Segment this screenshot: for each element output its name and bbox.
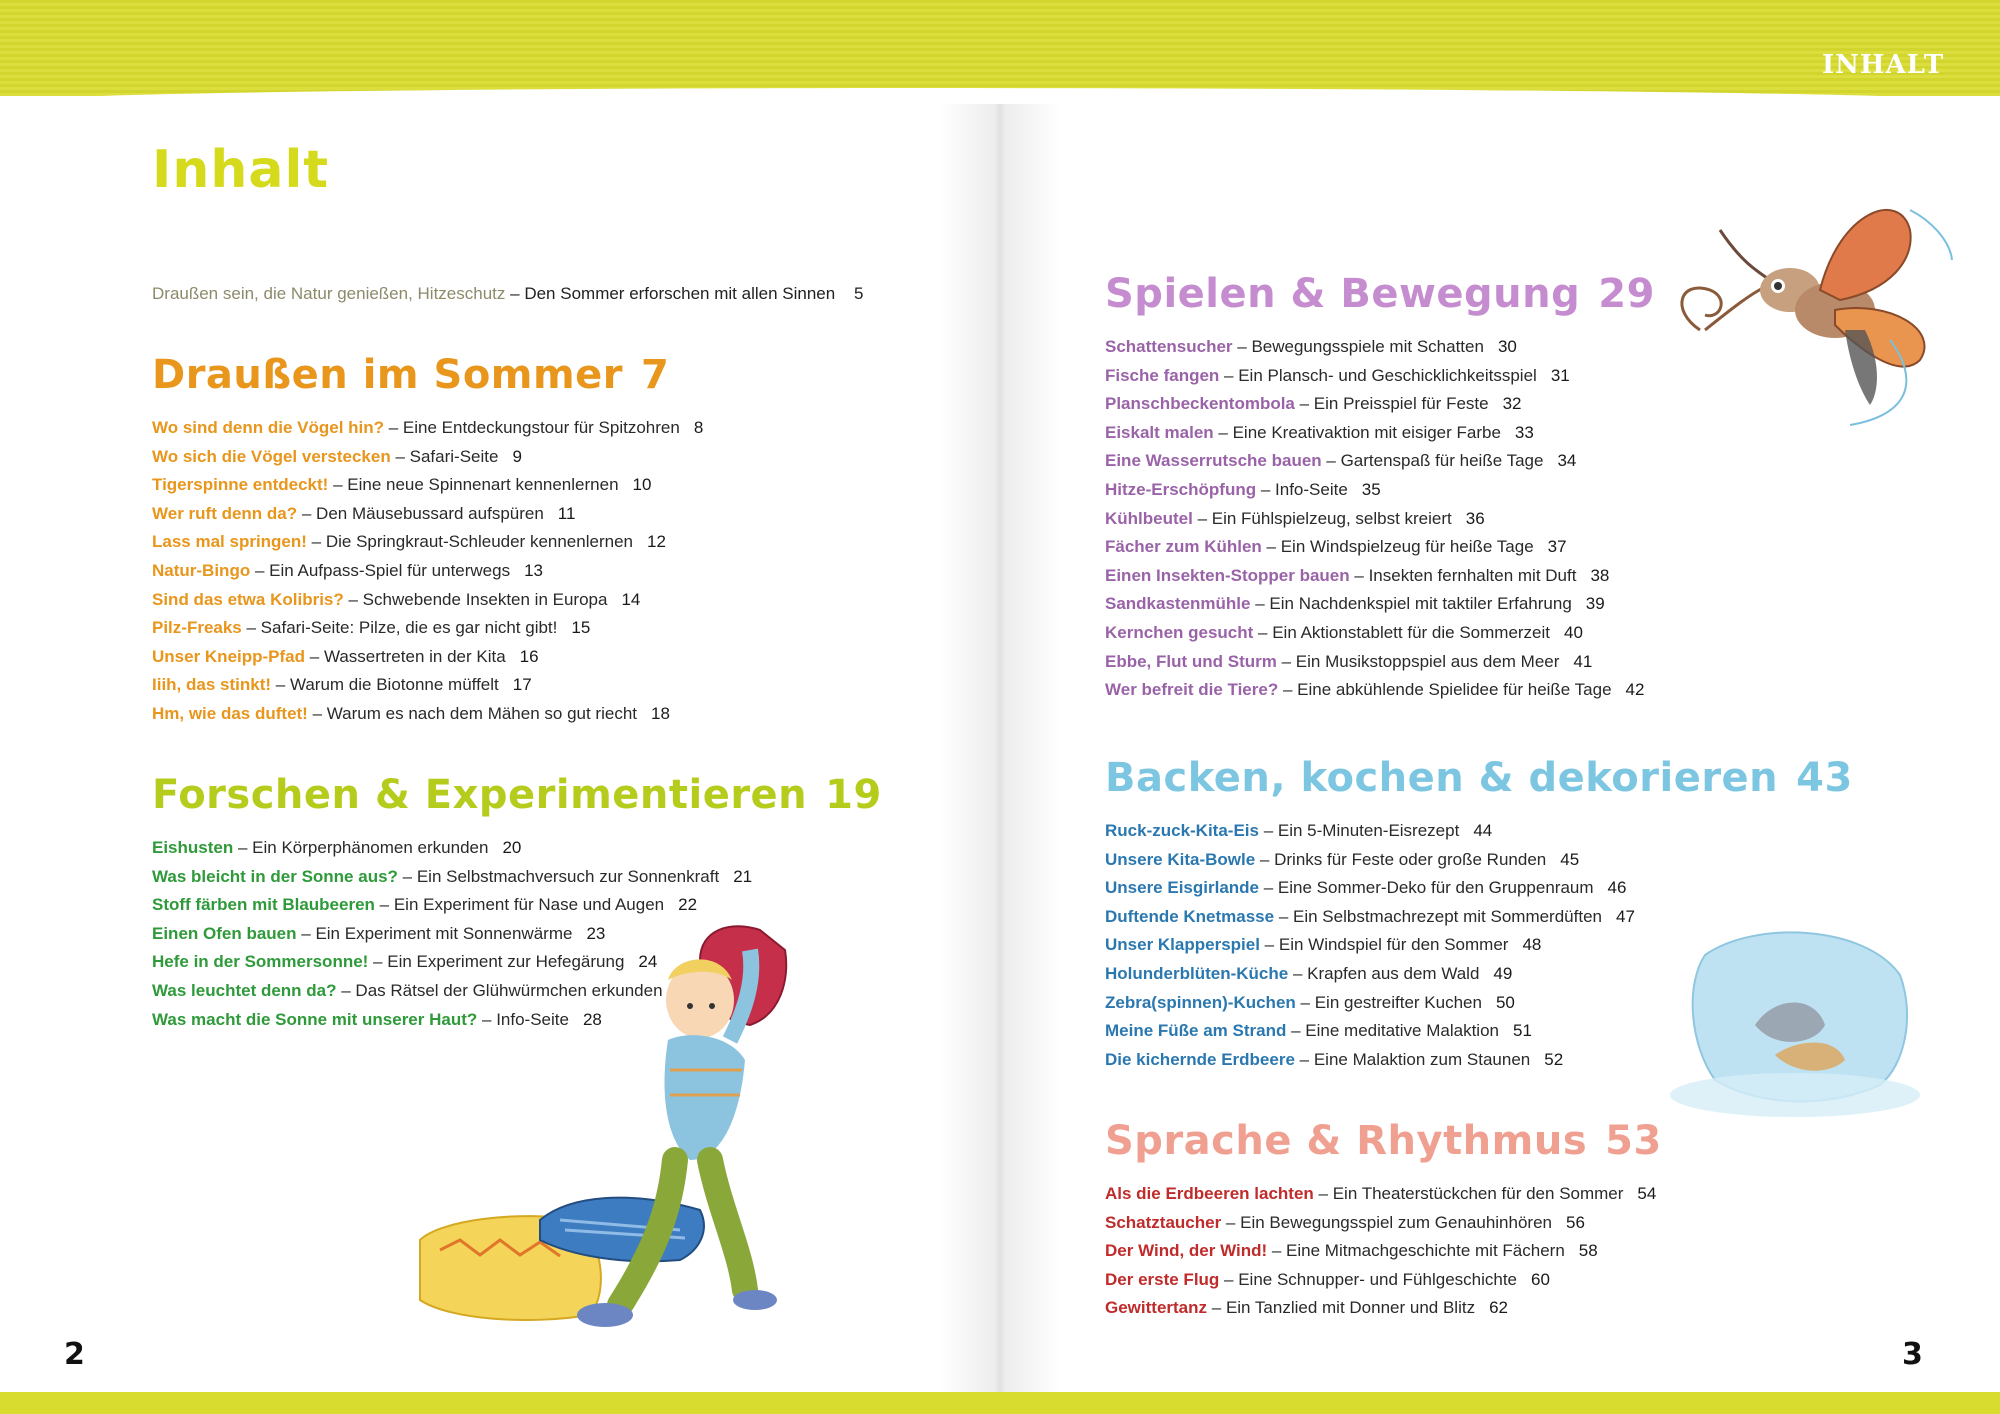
entry-separator: – xyxy=(368,952,388,972)
page-number-left: 2 xyxy=(64,1337,85,1372)
entry-title: Unser Kneipp-Pfad xyxy=(152,646,306,666)
entry-title: Was leuchtet denn da? xyxy=(152,980,337,1000)
entry-title: Der Wind, der Wind! xyxy=(1105,1241,1268,1261)
entry-title: Einen Ofen bauen xyxy=(152,923,297,943)
section-page: 19 xyxy=(825,772,882,818)
toc-entry xyxy=(1105,619,1655,648)
toc-entry xyxy=(1105,846,1853,875)
entry-separator: – xyxy=(384,418,403,437)
toc-entry xyxy=(152,671,703,700)
entry-desc: Safari-Seite: Pilze, die es gar nicht gibt! xyxy=(260,618,558,638)
entry-separator: – xyxy=(233,838,253,857)
entry-title: Ruck-zuck-Kita-Eis xyxy=(1105,821,1259,840)
intro-page: 5 xyxy=(853,284,864,303)
entry-desc: Eine neue Spinnenart kennenlernen xyxy=(347,475,619,495)
toc-entry xyxy=(152,443,703,472)
entry-desc: Drinks für Feste oder große Runden xyxy=(1274,849,1547,869)
entry-desc: Warum es nach dem Mähen so gut riecht xyxy=(326,703,637,723)
toc-entry xyxy=(1105,333,1655,362)
entry-separator: – xyxy=(1192,508,1212,528)
header-label: INHALT xyxy=(1822,50,1945,80)
page-number-right: 3 xyxy=(1902,1337,1923,1372)
entry-separator: – xyxy=(374,895,394,915)
entry-page: 51 xyxy=(1513,1021,1532,1041)
entry-title: Iiih, das stinkt! xyxy=(152,675,272,695)
toc-entry xyxy=(152,700,703,729)
entry-title: Sind das etwa Kolibris? xyxy=(152,589,344,609)
entry-separator: – xyxy=(1250,594,1270,614)
entry-page: 62 xyxy=(1489,1298,1509,1318)
entry-separator: – xyxy=(1288,963,1308,983)
entry-page: 44 xyxy=(1473,821,1493,840)
entry-page: 8 xyxy=(693,418,704,437)
entry-title: Meine Füße am Strand xyxy=(1105,1021,1287,1041)
entry-page: 47 xyxy=(1615,906,1635,926)
entry-title: Was bleicht in der Sonne aus? xyxy=(152,866,398,886)
entry-desc: Das Rätsel der Glühwürmchen erkunden xyxy=(355,980,663,1000)
entry-desc: Eine Malaktion zum Staunen xyxy=(1313,1049,1531,1069)
entry-page: 46 xyxy=(1607,878,1627,898)
entry-title: Duftende Knetmasse xyxy=(1105,906,1275,926)
entry-title: Eishusten xyxy=(152,838,234,857)
entry-page: 33 xyxy=(1514,422,1534,442)
entry-desc: Ein Selbstmachrezept mit Sommerdüften xyxy=(1293,906,1602,926)
section-page: 29 xyxy=(1598,271,1655,317)
entry-title: Unser Klapperspiel xyxy=(1105,935,1260,955)
entry-title: Hitze-Erschöpfung xyxy=(1105,479,1257,499)
section-title: Forschen & Experimentieren xyxy=(152,772,808,818)
entry-title: Als die Erdbeeren lachten xyxy=(1105,1184,1314,1203)
entry-separator: – xyxy=(477,1009,497,1029)
entry-desc: Gartenspaß für heiße Tage xyxy=(1340,451,1544,471)
entry-title: Stoff färben mit Blaubeeren xyxy=(152,895,375,915)
entry-separator: – xyxy=(343,589,363,609)
section-title: Draußen im Sommer xyxy=(152,352,624,398)
section-heading xyxy=(1105,271,1655,317)
entry-title: Holunderblüten-Küche xyxy=(1105,963,1289,983)
entry-desc: Warum die Biotonne müffelt xyxy=(289,675,499,695)
entry-desc: Ein Tanzlied mit Donner und Blitz xyxy=(1225,1298,1476,1318)
entry-separator: – xyxy=(1261,537,1281,557)
entry-separator: – xyxy=(1349,565,1369,585)
entry-title: Unsere Eisgirlande xyxy=(1105,878,1260,898)
entry-desc: Insekten fernhalten mit Duft xyxy=(1368,565,1577,585)
toc-entry xyxy=(152,471,703,500)
entry-separator: – xyxy=(1213,422,1233,442)
entry-desc: Die Springkraut-Schleuder kennenlernen xyxy=(325,532,633,552)
entry-desc: Ein Experiment für Nase und Augen xyxy=(393,895,665,915)
entry-title: Wo sich die Vögel verstecken xyxy=(152,446,391,466)
entry-page: 49 xyxy=(1493,963,1513,983)
entry-title: Der erste Flug xyxy=(1105,1269,1220,1289)
entry-desc: Wassertreten in der Kita xyxy=(323,646,506,666)
section-sprache xyxy=(1105,1118,1662,1323)
intro-desc: Den Sommer erforschen mit allen Sinnen xyxy=(524,284,836,303)
toc-entry xyxy=(152,834,882,863)
entry-desc: Eine Schnupper- und Fühlgeschichte xyxy=(1238,1269,1518,1289)
entry-page: 16 xyxy=(519,646,539,666)
entry-page: 39 xyxy=(1585,594,1605,614)
toc-entry xyxy=(152,643,703,672)
toc-entry xyxy=(152,414,703,443)
entry-desc: Ein gestreifter Kuchen xyxy=(1314,992,1482,1012)
entry-separator: – xyxy=(390,446,410,466)
toc-entry xyxy=(1105,1266,1662,1295)
entry-desc: Ein Windspielzeug für heiße Tage xyxy=(1280,537,1534,557)
toc-entry xyxy=(1105,533,1655,562)
entry-desc: Eine Entdeckungstour für Spitzohren xyxy=(402,418,680,437)
entry-page: 52 xyxy=(1544,1049,1564,1069)
toc-entry xyxy=(1105,676,1655,705)
entry-title: Unsere Kita-Bowle xyxy=(1105,849,1256,869)
section-heading xyxy=(1105,755,1853,801)
toc-entry xyxy=(1105,817,1853,846)
entry-page: 34 xyxy=(1557,451,1577,471)
entry-title: Wo sind denn die Vögel hin? xyxy=(152,418,385,437)
toc-entry xyxy=(1105,362,1655,391)
entry-desc: Safari-Seite xyxy=(409,446,499,466)
entry-desc: Ein Preisspiel für Feste xyxy=(1313,394,1489,414)
toc-entry xyxy=(1105,562,1655,591)
entry-title: Planschbeckentombola xyxy=(1105,394,1295,414)
toc-entry xyxy=(1105,1237,1662,1266)
section-heading xyxy=(1105,1118,1662,1164)
entry-page: 48 xyxy=(1522,935,1542,955)
toc-entry xyxy=(152,863,882,892)
moth-illustration xyxy=(1660,190,1970,430)
section-draussen xyxy=(152,352,703,729)
boy-pillow-illustration xyxy=(400,920,820,1340)
entry-title: Kernchen gesucht xyxy=(1105,622,1254,642)
entry-title: Ebbe, Flut und Sturm xyxy=(1105,651,1277,671)
entry-desc: Eine Kreativaktion mit eisiger Farbe xyxy=(1232,422,1501,442)
entry-separator: – xyxy=(1219,1269,1239,1289)
entry-separator: – xyxy=(397,866,417,886)
entry-separator: – xyxy=(1313,1184,1333,1203)
entry-desc: Ein Körperphänomen erkunden xyxy=(252,838,489,857)
entry-title: Kühlbeutel xyxy=(1105,508,1193,528)
entry-separator: – xyxy=(1295,992,1315,1012)
entry-separator: – xyxy=(1207,1298,1226,1318)
section-heading xyxy=(152,772,882,818)
section-spielen xyxy=(1105,271,1655,705)
entry-page: 18 xyxy=(651,703,670,723)
entry-desc: Ein Experiment mit Sonnenwärme xyxy=(315,923,573,943)
entry-separator: – xyxy=(336,980,356,1000)
entry-page: 28 xyxy=(582,1009,602,1029)
toc-entry xyxy=(1105,1209,1662,1238)
section-heading xyxy=(152,352,703,398)
entry-title: Einen Insekten-Stopper bauen xyxy=(1105,565,1350,585)
entry-page: 17 xyxy=(512,675,532,695)
toc-entry xyxy=(152,891,882,920)
toc-entry xyxy=(1105,874,1853,903)
entry-page: 42 xyxy=(1625,680,1645,700)
entry-desc: Ein Bewegungsspiel zum Genauhinhören xyxy=(1240,1212,1552,1232)
entry-separator: – xyxy=(1259,878,1278,898)
entry-title: Fächer zum Kühlen xyxy=(1105,537,1262,557)
toc-entry xyxy=(152,586,703,615)
entry-desc: Ein Selbstmachversuch zur Sonnenkraft xyxy=(416,866,720,886)
entry-page: 60 xyxy=(1531,1269,1550,1289)
entry-page: 56 xyxy=(1565,1212,1585,1232)
entry-title: Was macht die Sonne mit unserer Haut? xyxy=(152,1009,478,1029)
intro-title: Draußen sein, die Natur genießen, Hitzeschutz xyxy=(152,284,506,303)
entry-separator: – xyxy=(1232,337,1252,356)
entry-page: 22 xyxy=(678,895,698,915)
page-title: Inhalt xyxy=(152,140,330,200)
section-title: Spielen & Bewegung xyxy=(1105,271,1581,317)
entry-desc: Ein Aufpass-Spiel für unterwegs xyxy=(269,560,511,580)
entry-page: 32 xyxy=(1502,394,1522,414)
entry-title: Schattensucher xyxy=(1105,337,1233,356)
toc-entry xyxy=(152,528,703,557)
entry-page: 35 xyxy=(1361,479,1381,499)
entry-separator: – xyxy=(306,532,326,552)
entry-page: 58 xyxy=(1578,1241,1598,1261)
entry-title: Zebra(spinnen)-Kuchen xyxy=(1105,992,1296,1012)
entry-page: 9 xyxy=(512,446,522,466)
entry-separator: – xyxy=(296,923,316,943)
toc-entry xyxy=(1105,419,1655,448)
entry-desc: Ein Fühlspielzeug, selbst kreiert xyxy=(1211,508,1452,528)
toc-entry xyxy=(1105,476,1655,505)
entry-separator: – xyxy=(241,618,261,638)
entry-page: 14 xyxy=(621,589,641,609)
entry-page: 13 xyxy=(524,560,544,580)
entry-separator: – xyxy=(1267,1241,1287,1261)
entry-title: Fische fangen xyxy=(1105,365,1220,385)
entry-page: 20 xyxy=(502,838,522,857)
entry-desc: Ein Nachdenkspiel mit taktiler Erfahrung xyxy=(1269,594,1572,614)
entry-separator: – xyxy=(1258,821,1278,840)
bottom-band xyxy=(0,1392,2000,1414)
entry-separator: – xyxy=(1276,651,1296,671)
top-band xyxy=(0,0,2000,96)
entry-desc: Ein 5-Minuten-Eisrezept xyxy=(1277,821,1460,840)
ice-block-illustration xyxy=(1665,915,1930,1125)
entry-page: 15 xyxy=(571,618,591,638)
entry-title: Eine Wasserrutsche bauen xyxy=(1105,451,1322,471)
entry-title: Tigerspinne entdeckt! xyxy=(152,475,329,495)
entry-desc: Ein Musikstoppspiel aus dem Meer xyxy=(1295,651,1560,671)
entry-page: 21 xyxy=(733,866,753,886)
toc-entry xyxy=(1105,447,1655,476)
toc-entry xyxy=(1105,648,1655,677)
entry-separator: – xyxy=(1321,451,1341,471)
entry-title: Die kichernde Erdbeere xyxy=(1105,1049,1295,1069)
entry-desc: Info-Seite xyxy=(496,1009,569,1029)
entry-title: Natur-Bingo xyxy=(152,560,251,580)
entry-desc: Krapfen aus dem Wald xyxy=(1307,963,1480,983)
entry-page: 30 xyxy=(1497,337,1517,356)
entry-title: Gewittertanz xyxy=(1105,1298,1208,1318)
entry-separator: – xyxy=(1278,680,1298,700)
entry-list xyxy=(1105,333,1655,705)
entry-page: 24 xyxy=(638,952,658,972)
entry-separator: – xyxy=(1255,849,1275,869)
entry-desc: Bewegungsspiele mit Schatten xyxy=(1251,337,1484,356)
entry-separator: – xyxy=(1286,1021,1306,1041)
entry-title: Hm, wie das duftet! xyxy=(152,703,308,723)
entry-page: 23 xyxy=(586,923,606,943)
toc-entry xyxy=(1105,505,1655,534)
toc-entry xyxy=(1105,590,1655,619)
entry-page: 12 xyxy=(646,532,666,552)
toc-entry xyxy=(152,500,703,529)
entry-separator: – xyxy=(297,503,317,523)
entry-desc: Ein Plansch- und Geschicklichkeitsspiel xyxy=(1238,365,1537,385)
entry-separator: – xyxy=(271,675,290,695)
toc-entry xyxy=(1105,1294,1662,1323)
entry-title: Hefe in der Sommersonne! xyxy=(152,952,369,972)
entry-separator: – xyxy=(307,703,327,723)
entry-title: Wer ruft denn da? xyxy=(152,503,298,523)
entry-separator: – xyxy=(250,560,270,580)
entry-desc: Eine Sommer-Deko für den Gruppenraum xyxy=(1277,878,1594,898)
entry-separator: – xyxy=(1294,394,1314,414)
section-title: Sprache & Rhythmus xyxy=(1105,1118,1588,1164)
entry-desc: Info-Seite xyxy=(1275,479,1348,499)
entry-desc: Den Mäusebussard aufspüren xyxy=(316,503,544,523)
entry-desc: Ein Aktionstablett für die Sommerzeit xyxy=(1272,622,1551,642)
entry-page: 37 xyxy=(1547,537,1567,557)
entry-separator: – xyxy=(1219,365,1239,385)
entry-page: 36 xyxy=(1465,508,1485,528)
entry-desc: Eine meditative Malaktion xyxy=(1305,1021,1499,1041)
entry-list xyxy=(1105,1180,1662,1323)
entry-page: 11 xyxy=(557,503,576,523)
entry-separator: – xyxy=(328,475,348,495)
toc-entry xyxy=(152,557,703,586)
entry-separator: – xyxy=(305,646,324,666)
section-page: 43 xyxy=(1796,755,1853,801)
toc-entry xyxy=(1105,390,1655,419)
entry-separator: – xyxy=(1221,1212,1241,1232)
section-title: Backen, kochen & dekorieren xyxy=(1105,755,1779,801)
toc-entry xyxy=(1105,1180,1662,1209)
entry-title: Lass mal springen! xyxy=(152,532,307,552)
intro-entry: Draußen sein, die Natur genießen, Hitzeschutz – Den Sommer erforschen mit allen Sinnen 5 xyxy=(152,284,864,303)
entry-page: 45 xyxy=(1560,849,1580,869)
entry-desc: Eine abkühlende Spielidee für heiße Tage xyxy=(1297,680,1612,700)
section-page: 53 xyxy=(1605,1118,1662,1164)
entry-page: 40 xyxy=(1564,622,1583,642)
entry-title: Wer befreit die Tiere? xyxy=(1105,680,1279,700)
entry-page: 38 xyxy=(1590,565,1610,585)
entry-title: Schatztaucher xyxy=(1105,1212,1222,1232)
entry-separator: – xyxy=(1256,479,1276,499)
entry-page: 10 xyxy=(632,475,652,495)
entry-separator: – xyxy=(1294,1049,1314,1069)
entry-page: 41 xyxy=(1573,651,1593,671)
entry-separator: – xyxy=(1253,622,1273,642)
entry-title: Eiskalt malen xyxy=(1105,422,1214,442)
entry-separator: – xyxy=(1259,935,1279,955)
entry-separator: – xyxy=(1274,906,1294,926)
gutter-shadow xyxy=(940,0,1060,1414)
toc-entry xyxy=(152,614,703,643)
entry-title: Pilz-Freaks xyxy=(152,618,242,638)
entry-desc: Ein Windspiel für den Sommer xyxy=(1278,935,1509,955)
entry-title: Sandkastenmühle xyxy=(1105,594,1251,614)
entry-desc: Eine Mitmachgeschichte mit Fächern xyxy=(1286,1241,1565,1261)
entry-desc: Ein Experiment zur Hefegärung xyxy=(387,952,625,972)
entry-page: 54 xyxy=(1637,1184,1657,1203)
entry-list xyxy=(152,414,703,729)
entry-page: 31 xyxy=(1550,365,1570,385)
entry-desc: Schwebende Insekten in Europa xyxy=(362,589,608,609)
entry-desc: Ein Theaterstückchen für den Sommer xyxy=(1332,1184,1624,1203)
section-page: 7 xyxy=(641,352,670,398)
entry-page: 50 xyxy=(1495,992,1515,1012)
